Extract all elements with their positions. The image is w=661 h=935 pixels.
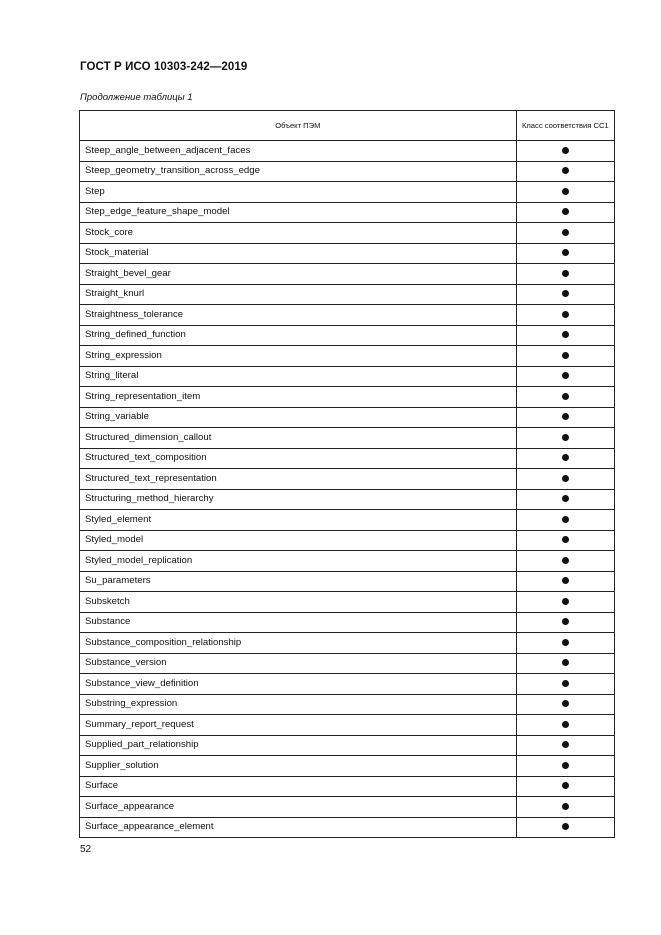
table-row	[80, 674, 615, 695]
table-row	[80, 530, 615, 551]
conformance-class-cell	[516, 592, 614, 613]
filled-dot-icon	[562, 721, 569, 728]
object-name-cell: Structured_dimension_callout	[80, 428, 517, 449]
object-name-cell: Styled_model	[80, 530, 517, 551]
filled-dot-icon	[562, 741, 569, 748]
table-row	[80, 612, 615, 633]
table-row	[80, 551, 615, 572]
filled-dot-icon	[562, 167, 569, 174]
object-name-cell: Surface	[80, 776, 517, 797]
filled-dot-icon	[562, 372, 569, 379]
object-name-cell: String_variable	[80, 407, 517, 428]
filled-dot-icon	[562, 475, 569, 482]
table-row	[80, 305, 615, 326]
filled-dot-icon	[562, 659, 569, 666]
filled-dot-icon	[562, 762, 569, 769]
document-title: ГОСТ Р ИСО 10303-242—2019	[80, 61, 248, 73]
table-row	[80, 633, 615, 654]
conformance-class-cell	[516, 346, 614, 367]
filled-dot-icon	[562, 331, 569, 338]
filled-dot-icon	[562, 823, 569, 830]
table-row	[80, 469, 615, 490]
table-row	[80, 161, 615, 182]
table-row	[80, 141, 615, 162]
filled-dot-icon	[562, 270, 569, 277]
object-name-cell: Supplied_part_relationship	[80, 735, 517, 756]
page-number: 52	[80, 844, 92, 855]
filled-dot-icon	[562, 208, 569, 215]
conformance-class-cell	[516, 653, 614, 674]
object-name-cell: Structured_text_composition	[80, 448, 517, 469]
conformance-class-cell	[516, 223, 614, 244]
object-name-cell: Substance	[80, 612, 517, 633]
object-name-cell: Substance_view_definition	[80, 674, 517, 695]
object-name-cell: Styled_element	[80, 510, 517, 531]
conformance-class-cell	[516, 756, 614, 777]
conformance-class-cell	[516, 694, 614, 715]
conformance-class-cell	[516, 305, 614, 326]
object-name-cell: Styled_model_replication	[80, 551, 517, 572]
filled-dot-icon	[562, 536, 569, 543]
object-name-cell: Straight_knurl	[80, 284, 517, 305]
filled-dot-icon	[562, 495, 569, 502]
table-row	[80, 243, 615, 264]
table-row	[80, 366, 615, 387]
conformance-class-cell	[516, 469, 614, 490]
filled-dot-icon	[562, 598, 569, 605]
conformance-table	[79, 110, 615, 838]
object-name-cell: Summary_report_request	[80, 715, 517, 736]
filled-dot-icon	[562, 700, 569, 707]
filled-dot-icon	[562, 618, 569, 625]
conformance-class-cell	[516, 428, 614, 449]
object-name-cell: Subsketch	[80, 592, 517, 613]
column-header-object: Объект ПЭМ	[80, 111, 517, 141]
table-row	[80, 715, 615, 736]
conformance-class-cell	[516, 612, 614, 633]
table-header-row	[80, 111, 615, 141]
table-row	[80, 735, 615, 756]
conformance-class-cell	[516, 571, 614, 592]
object-name-cell: Straight_bevel_gear	[80, 264, 517, 285]
conformance-class-cell	[516, 161, 614, 182]
conformance-class-cell	[516, 202, 614, 223]
object-name-cell: Substance_composition_relationship	[80, 633, 517, 654]
conformance-class-cell	[516, 387, 614, 408]
table-row	[80, 776, 615, 797]
object-name-cell: Substring_expression	[80, 694, 517, 715]
object-name-cell: String_literal	[80, 366, 517, 387]
object-name-cell: Structuring_method_hierarchy	[80, 489, 517, 510]
object-name-cell: String_expression	[80, 346, 517, 367]
table-row	[80, 653, 615, 674]
conformance-class-cell	[516, 448, 614, 469]
table-row	[80, 264, 615, 285]
conformance-class-cell	[516, 510, 614, 531]
object-name-cell: Steep_angle_between_adjacent_faces	[80, 141, 517, 162]
conformance-class-cell	[516, 817, 614, 838]
table-row	[80, 407, 615, 428]
column-header-conformance-class: Класс соответствия СС1	[516, 111, 614, 141]
table-row	[80, 592, 615, 613]
table-row	[80, 284, 615, 305]
object-name-cell: Steep_geometry_transition_across_edge	[80, 161, 517, 182]
table-row	[80, 571, 615, 592]
conformance-class-cell	[516, 530, 614, 551]
conformance-class-cell	[516, 489, 614, 510]
object-name-cell: String_defined_function	[80, 325, 517, 346]
filled-dot-icon	[562, 516, 569, 523]
filled-dot-icon	[562, 434, 569, 441]
object-name-cell: String_representation_item	[80, 387, 517, 408]
table-row	[80, 182, 615, 203]
table-row	[80, 325, 615, 346]
table-row	[80, 448, 615, 469]
conformance-class-cell	[516, 407, 614, 428]
filled-dot-icon	[562, 311, 569, 318]
filled-dot-icon	[562, 803, 569, 810]
object-name-cell: Straightness_tolerance	[80, 305, 517, 326]
filled-dot-icon	[562, 393, 569, 400]
table-row	[80, 817, 615, 838]
conformance-class-cell	[516, 797, 614, 818]
object-name-cell: Step_edge_feature_shape_model	[80, 202, 517, 223]
object-name-cell: Stock_core	[80, 223, 517, 244]
table-row	[80, 428, 615, 449]
object-name-cell: Step	[80, 182, 517, 203]
table-row	[80, 489, 615, 510]
table-row	[80, 202, 615, 223]
object-name-cell: Substance_version	[80, 653, 517, 674]
filled-dot-icon	[562, 413, 569, 420]
object-name-cell: Surface_appearance_element	[80, 817, 517, 838]
conformance-class-cell	[516, 735, 614, 756]
table-caption: Продолжение таблицы 1	[80, 92, 193, 103]
filled-dot-icon	[562, 229, 569, 236]
filled-dot-icon	[562, 680, 569, 687]
filled-dot-icon	[562, 352, 569, 359]
conformance-class-cell	[516, 366, 614, 387]
conformance-class-cell	[516, 182, 614, 203]
filled-dot-icon	[562, 454, 569, 461]
filled-dot-icon	[562, 249, 569, 256]
conformance-class-cell	[516, 264, 614, 285]
table-row	[80, 756, 615, 777]
filled-dot-icon	[562, 782, 569, 789]
filled-dot-icon	[562, 147, 569, 154]
object-name-cell: Surface_appearance	[80, 797, 517, 818]
conformance-class-cell	[516, 325, 614, 346]
conformance-class-cell	[516, 776, 614, 797]
object-name-cell: Supplier_solution	[80, 756, 517, 777]
conformance-class-cell	[516, 284, 614, 305]
filled-dot-icon	[562, 577, 569, 584]
object-name-cell: Su_parameters	[80, 571, 517, 592]
table-row	[80, 694, 615, 715]
conformance-class-cell	[516, 551, 614, 572]
filled-dot-icon	[562, 290, 569, 297]
object-name-cell: Stock_material	[80, 243, 517, 264]
conformance-class-cell	[516, 633, 614, 654]
table-row	[80, 510, 615, 531]
table-row	[80, 346, 615, 367]
filled-dot-icon	[562, 188, 569, 195]
conformance-class-cell	[516, 243, 614, 264]
filled-dot-icon	[562, 639, 569, 646]
table-row	[80, 387, 615, 408]
object-name-cell: Structured_text_representation	[80, 469, 517, 490]
table-row	[80, 797, 615, 818]
table-row	[80, 223, 615, 244]
conformance-class-cell	[516, 674, 614, 695]
conformance-class-cell	[516, 715, 614, 736]
conformance-class-cell	[516, 141, 614, 162]
filled-dot-icon	[562, 557, 569, 564]
